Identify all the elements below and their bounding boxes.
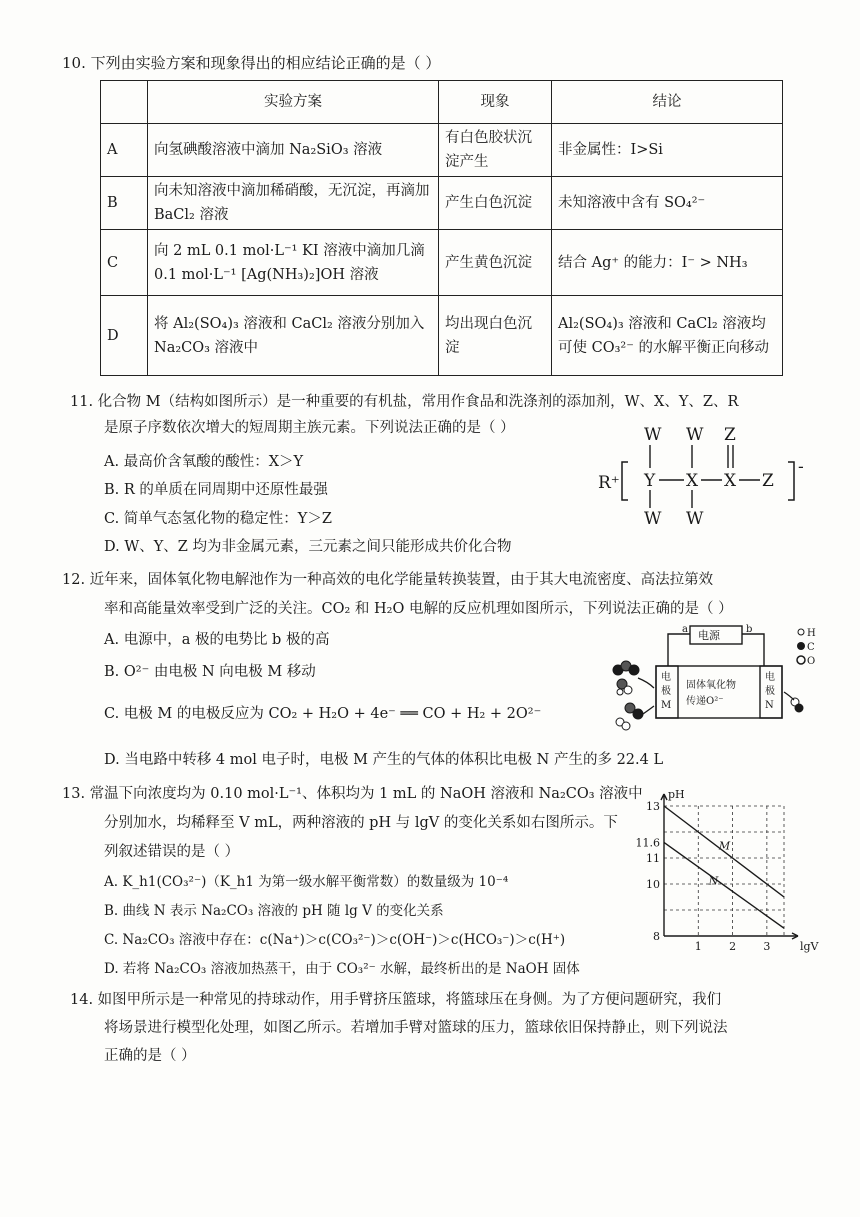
x-tick-label: 1: [694, 940, 702, 953]
row-label: C: [101, 230, 148, 296]
q13-stem-line3: 列叙述错误的是（ ）: [104, 844, 240, 860]
legend-c: C: [807, 642, 815, 653]
q11-stem-line2: 是原子序数依次增大的短周期主族元素。下列说法正确的是（ ）: [104, 420, 515, 436]
membrane-line1: 固体氧化物: [686, 680, 736, 691]
electrode-n-char3: N: [765, 700, 774, 711]
electrode-m-char2: 极: [661, 686, 671, 697]
electrode-n-char1: 电: [765, 672, 775, 683]
q12-stem-line1: 12. 近年来，固体氧化物电解池作为一种高效的电化学能量转换装置，由于其大电流密度、高法拉第效: [62, 572, 714, 588]
legend-o-icon: [797, 656, 805, 664]
x-tick-label: 2: [729, 940, 737, 953]
structure-charge: -: [798, 457, 804, 477]
q12-option-c: C. 电极 M 的电极反应为 CO₂ + H₂O + 4e⁻ ══ CO + H₂ + 2O²⁻: [104, 706, 542, 722]
table-header-plan: 实验方案: [148, 81, 439, 124]
q13-option-d: D. 若将 Na₂CO₃ 溶液加热蒸干，由于 CO₃²⁻ 水解，最终析出的是 NaOH 固体: [104, 961, 580, 977]
q11-option-b: B. R 的单质在同周期中还原性最强: [104, 482, 328, 498]
terminal-a: a: [682, 624, 688, 635]
table-row: [101, 296, 783, 376]
q13-option-b: B. 曲线 N 表示 Na₂CO₃ 溶液的 pH 随 lg V 的变化关系: [104, 903, 444, 919]
row-conclusion: Al₂(SO₄)₃ 溶液和 CaCl₂ 溶液均可使 CO₃²⁻ 的水解平衡正向移动: [552, 296, 783, 376]
row-conclusion: 未知溶液中含有 SO₄²⁻: [552, 177, 783, 230]
series-label-m: M: [718, 839, 731, 853]
structure-z2: Z: [762, 471, 774, 491]
q14-stem-line3: 正确的是（ ）: [104, 1048, 196, 1064]
q11-option-c: C. 简单气态氢化物的稳定性：Y＞Z: [104, 511, 332, 527]
q14-stem-line1: 14. 如图甲所示是一种常见的持球动作，用手臂挤压篮球，将篮球压在身侧。为了方便问题研究，我们: [70, 992, 722, 1008]
q12-stem-line2: 率和高能量效率受到广泛的关注。CO₂ 和 H₂O 电解的反应机理如图所示，下列说法正确的是（ ）: [104, 601, 733, 617]
structure-w2: W: [686, 425, 704, 445]
row-conclusion: 结合 Ag⁺ 的能力：I⁻ > NH₃: [552, 230, 783, 296]
y-tick-label: 8: [653, 930, 660, 943]
y-tick-label: 13: [646, 800, 660, 813]
electrode-m-char3: M: [661, 700, 672, 711]
legend-o: O: [807, 656, 816, 667]
row-plan: 向未知溶液中滴加稀硝酸，无沉淀，再滴加 BaCl₂ 溶液: [148, 177, 439, 230]
q13-option-a: A. K_h1(CO₃²⁻)（K_h1 为第一级水解平衡常数）的数量级为 10⁻⁴: [104, 874, 509, 890]
table-row: [101, 230, 783, 296]
structure-x2: X: [724, 471, 737, 491]
row-plan: 向 2 mL 0.1 mol·L⁻¹ KI 溶液中滴加几滴 0.1 mol·L⁻¹ [Ag(NH₃)₂]OH 溶液: [148, 230, 439, 296]
row-conclusion: 非金属性：I>Si: [552, 124, 783, 177]
terminal-b: b: [746, 624, 753, 635]
series-line-n: [664, 839, 784, 928]
legend-c-icon: [797, 642, 805, 650]
q12-option-a: A. 电源中，a 极的电势比 b 极的高: [104, 632, 330, 648]
structure-w3: W: [644, 509, 662, 529]
x-axis-label: lgV: [800, 940, 819, 953]
q13-stem-line1: 13. 常温下向浓度均为 0.10 mol·L⁻¹、体积均为 1 mL 的 NaOH 溶液和 Na₂CO₃ 溶液中: [62, 786, 643, 802]
q12-option-d: D. 当电路中转移 4 mol 电子时，电极 M 产生的气体的体积比电极 N 产生的多 22.4 L: [104, 752, 664, 768]
table-header-blank: [101, 81, 148, 124]
row-plan: 向氢碘酸溶液中滴加 Na₂SiO₃ 溶液: [148, 124, 439, 177]
structure-w1: W: [644, 425, 662, 445]
q11-option-d: D. W、Y、Z 均为非金属元素，三元素之间只能形成共价化合物: [104, 539, 512, 555]
table-header-phenomenon: 现象: [439, 81, 552, 124]
structure-x1: X: [686, 471, 699, 491]
q10-table: [100, 80, 783, 376]
table-row: [101, 124, 783, 177]
structure-w4: W: [686, 509, 704, 529]
y-tick-label: 11.6: [635, 836, 660, 850]
y-axis-label: pH: [668, 788, 685, 801]
row-plan: 将 Al₂(SO₄)₃ 溶液和 CaCl₂ 溶液分别加入 Na₂CO₃ 溶液中: [148, 296, 439, 376]
q13-option-c: C. Na₂CO₃ 溶液中存在：c(Na⁺)＞c(CO₃²⁻)＞c(OH⁻)＞c(HCO₃⁻)＞c(H⁺): [104, 932, 566, 948]
structure-r: R⁺: [598, 473, 620, 493]
q10-stem: 10. 下列由实验方案和现象得出的相应结论正确的是（ ）: [62, 54, 441, 72]
table-header-conclusion: 结论: [552, 81, 783, 124]
row-phenomenon: 有白色胶状沉淀产生: [439, 124, 552, 177]
q11-stem-line1: 11. 化合物 M（结构如图所示）是一种重要的有机盐，常用作食品和洗涤剂的添加剂，W、X、Y、Z、R: [70, 394, 739, 410]
row-phenomenon: 产生黄色沉淀: [439, 230, 552, 296]
series-label-n: N: [708, 874, 719, 888]
q11-option-a: A. 最高价含氧酸的酸性：X＞Y: [104, 454, 304, 470]
table-row: [101, 177, 783, 230]
electrode-n-char2: 极: [765, 686, 775, 697]
table-header-row: [101, 81, 783, 124]
structure-z1: Z: [724, 425, 736, 445]
membrane-line2: 传递O²⁻: [686, 696, 724, 707]
row-label: B: [101, 177, 148, 230]
structure-y: Y: [644, 471, 656, 491]
q13-stem-line2: 分别加水，均稀释至 V mL，两种溶液的 pH 与 lgV 的变化关系如右图所示。下: [104, 815, 618, 831]
power-source-label: 电源: [698, 629, 720, 642]
legend-h: H: [807, 628, 816, 639]
row-phenomenon: 均出现白色沉淀: [439, 296, 552, 376]
row-label: A: [101, 124, 148, 177]
q12-option-b: B. O²⁻ 由电极 N 向电极 M 移动: [104, 664, 316, 680]
legend-h-icon: [798, 629, 804, 635]
x-tick-label: 3: [763, 940, 771, 953]
row-phenomenon: 产生白色沉淀: [439, 177, 552, 230]
y-tick-label: 11: [646, 852, 660, 865]
y-tick-label: 10: [646, 878, 660, 891]
row-label: D: [101, 296, 148, 376]
electrode-m-char1: 电: [661, 672, 671, 683]
q11-structure-diagram: [588, 420, 820, 528]
q12-electrolysis-diagram: [610, 622, 828, 742]
q14-stem-line2: 将场景进行模型化处理，如图乙所示。若增加手臂对篮球的压力，篮球依旧保持静止，则下列说法: [104, 1020, 728, 1036]
q13-ph-chart: [635, 780, 819, 953]
